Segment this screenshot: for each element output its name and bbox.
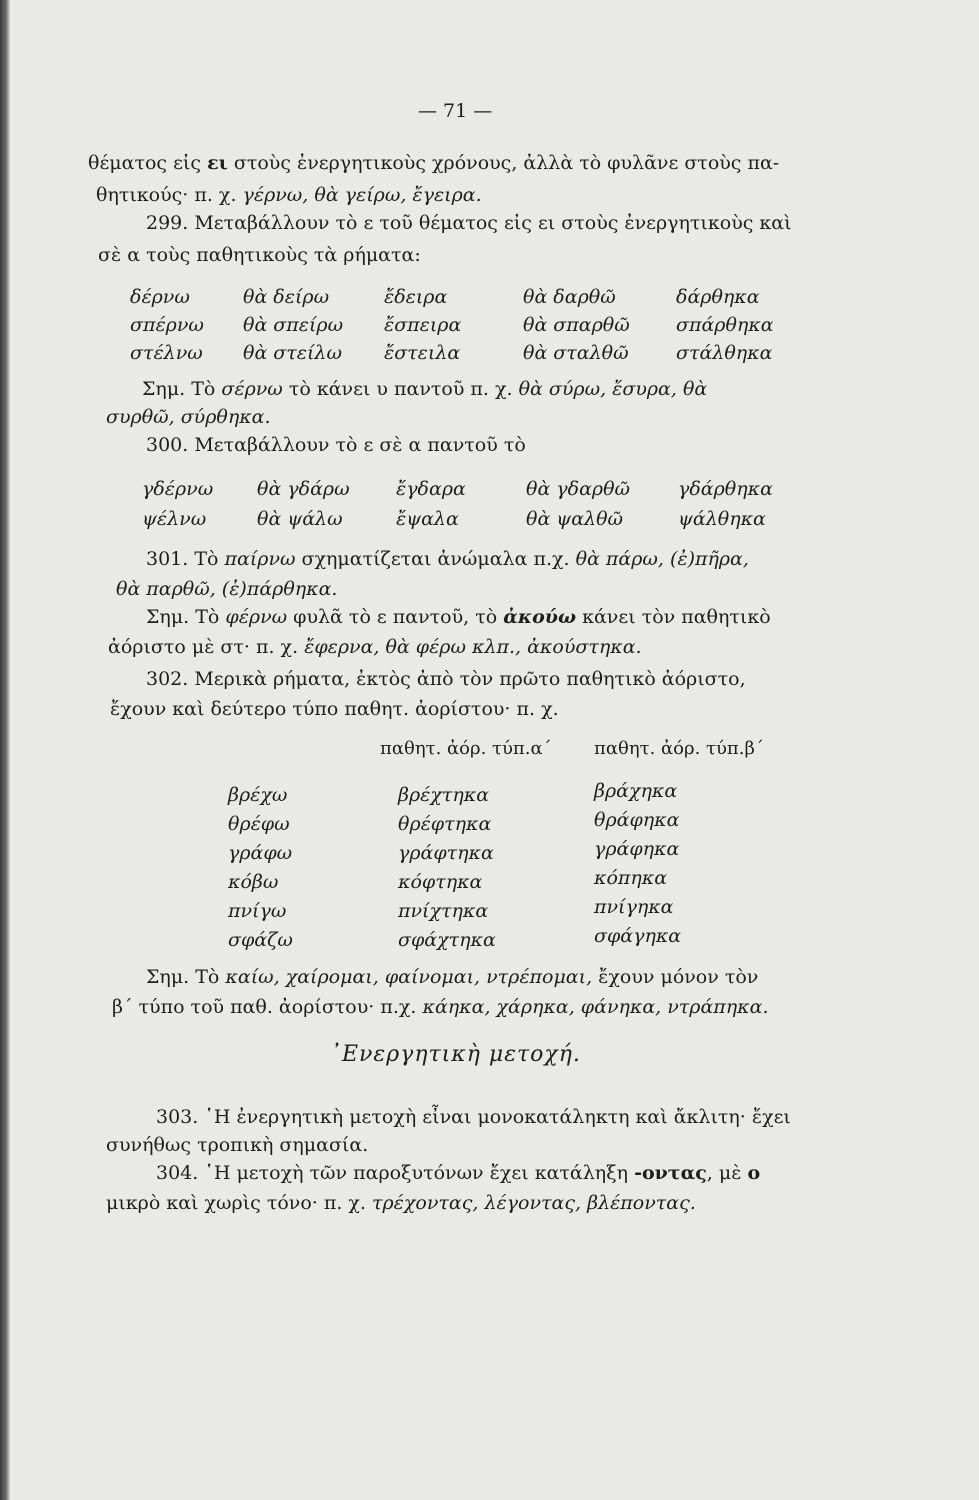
text-run: θὰ παρθῶ, (ἐ)πάρθηκα. bbox=[116, 578, 338, 600]
table-cell: ἔδειρα bbox=[384, 286, 448, 308]
table-cell: θὰ ψάλω bbox=[257, 508, 343, 530]
text-run: φυλᾶ τὸ ε παντοῦ, τὸ bbox=[287, 606, 504, 628]
paragraph-299-line-1: 299. Μεταβάλλουν τὸ ε τοῦ θέματος εἰς ει στοὺς ἐνεργητικοὺς καὶ bbox=[146, 212, 792, 234]
paragraph-304-line-2 bbox=[106, 1192, 696, 1214]
paragraph-301-line-1 bbox=[146, 548, 749, 570]
text-run: σέρνω bbox=[221, 378, 283, 400]
column-header: παθητ. ἀόρ. τύπ.β΄ bbox=[594, 738, 764, 759]
note-302-line-2 bbox=[112, 996, 769, 1018]
text-run: β΄ τύπο τοῦ παθ. ἀορίστου· π.χ. bbox=[112, 996, 423, 1018]
table-cell: θὰ δαρθῶ bbox=[523, 286, 616, 308]
table-cell: θὰ σπαρθῶ bbox=[523, 314, 630, 336]
table-cell: γδάρθηκα bbox=[678, 478, 773, 500]
text-run: κάνει τὸν παθητικὸ bbox=[576, 606, 771, 628]
text-run: τὸ κάνει υ παντοῦ π. χ. bbox=[282, 378, 519, 400]
paragraph-302-line-2: ἔχουν καὶ δεύτερο τύπο παθητ. ἀορίστου· π. χ. bbox=[110, 698, 559, 720]
text-run: συρθῶ, σύρθηκα. bbox=[106, 406, 271, 428]
note-302-line-1 bbox=[146, 966, 758, 988]
paragraph-299-line-2: σὲ α τοὺς παθητικοὺς τὰ ρήματα: bbox=[98, 244, 421, 266]
table-cell: γράφηκα bbox=[594, 838, 680, 860]
text-run: σχηματίζεται ἀνώμαλα π.χ. bbox=[295, 548, 576, 570]
table-cell: ἔσπειρα bbox=[384, 314, 462, 336]
table-cell: γράφω bbox=[228, 842, 293, 864]
paragraph-line bbox=[88, 152, 779, 174]
text-run: Σημ. Τὸ bbox=[146, 966, 226, 988]
table-cell: ἔστειλα bbox=[384, 342, 461, 364]
note-301-line-1 bbox=[146, 606, 771, 628]
text-run: γέρνω, θὰ γείρω, ἔγειρα. bbox=[242, 184, 482, 206]
table-cell: γδέρνω bbox=[142, 478, 214, 500]
page-number: — 71 — bbox=[418, 100, 493, 122]
table-cell: σπέρνω bbox=[130, 314, 204, 336]
text-run: ἔχουν μόνον τὸν bbox=[592, 966, 759, 988]
table-cell: θὰ γδαρθῶ bbox=[526, 478, 631, 500]
table-cell: βρέχτηκα bbox=[398, 784, 490, 806]
table-cell: ἔψαλα bbox=[396, 508, 459, 530]
table-cell: θὰ δείρω bbox=[243, 286, 330, 308]
text-run: ο bbox=[747, 1162, 761, 1184]
paragraph-302-line-1: 302. Μερικὰ ρήματα, ἐκτὸς ἀπὸ τὸν πρῶτο παθητικὸ ἀόριστο, bbox=[146, 668, 746, 690]
text-run: , μὲ bbox=[706, 1162, 748, 1184]
table-cell: θρέφτηκα bbox=[398, 813, 492, 835]
note-301-line-2 bbox=[108, 636, 642, 658]
section-heading: ᾿Ενεργητικὴ μετοχή. bbox=[330, 1042, 581, 1067]
paragraph-303-line-1: 303. ῾Η ἐνεργητικὴ μετοχὴ εἶναι μονοκατάληκτη καὶ ἄκλιτη· ἔχει bbox=[156, 1106, 791, 1128]
table-cell: θράφηκα bbox=[594, 809, 680, 831]
paragraph-line bbox=[96, 184, 482, 206]
table-cell: δέρνω bbox=[130, 286, 190, 308]
text-run: θὰ σύρω, ἔσυρα, θὰ bbox=[518, 378, 708, 400]
text-run: Σημ. Τὸ bbox=[142, 378, 222, 400]
table-cell: σπάρθηκα bbox=[676, 314, 774, 336]
table-cell: πνίχτηκα bbox=[398, 900, 489, 922]
table-cell: στάλθηκα bbox=[676, 342, 773, 364]
table-cell: θὰ γδάρω bbox=[257, 478, 350, 500]
text-run: φέρνω bbox=[225, 606, 288, 628]
text-run: ει bbox=[207, 152, 228, 174]
text-run: 301. Τὸ bbox=[146, 548, 225, 570]
note-299-line-1 bbox=[142, 378, 707, 400]
note-299-line-2 bbox=[106, 406, 271, 428]
table-cell: πνίγω bbox=[228, 900, 287, 922]
table-cell: κόβω bbox=[228, 871, 279, 893]
text-run: Σημ. Τὸ bbox=[146, 606, 226, 628]
table-cell: πνίγηκα bbox=[594, 896, 674, 918]
table-cell: βρέχω bbox=[228, 784, 288, 806]
table-cell: κόπηκα bbox=[594, 867, 668, 889]
table-cell: θρέφω bbox=[228, 813, 290, 835]
table-cell: ψάλθηκα bbox=[678, 508, 766, 530]
paragraph-303-line-2: συνήθως τροπικὴ σημασία. bbox=[106, 1134, 369, 1156]
paragraph-304-line-1 bbox=[156, 1162, 760, 1184]
column-header: παθητ. ἀόρ. τύπ.α΄ bbox=[380, 738, 552, 759]
table-cell: σφάγηκα bbox=[594, 925, 682, 947]
text-run: στοὺς ἐνεργητικοὺς χρόνους, ἀλλὰ τὸ φυλᾶνε στοὺς πα- bbox=[227, 152, 780, 174]
table-cell: θὰ στείλω bbox=[243, 342, 342, 364]
paragraph-300: 300. Μεταβάλλουν τὸ ε σὲ α παντοῦ τὸ bbox=[146, 434, 526, 456]
text-run: θέματος εἰς bbox=[88, 152, 208, 174]
text-run: 304. ῾Η μετοχὴ τῶν παροξυτόνων ἔχει κατάληξη bbox=[156, 1162, 635, 1184]
table-cell: κόφτηκα bbox=[398, 871, 483, 893]
text-run: καίω, χαίρομαι, φαίνομαι, ντρέπομαι, bbox=[225, 966, 593, 988]
text-run: μικρὸ καὶ χωρὶς τόνο· π. χ. bbox=[106, 1192, 372, 1214]
text-run: παίρνω bbox=[224, 548, 296, 570]
paragraph-301-line-2 bbox=[116, 578, 337, 600]
table-cell: θὰ σπείρω bbox=[243, 314, 344, 336]
text-run: θητικούς· π. χ. bbox=[96, 184, 243, 206]
table-cell: θὰ ψαλθῶ bbox=[526, 508, 624, 530]
table-cell: σφάζω bbox=[228, 929, 293, 951]
table-cell: δάρθηκα bbox=[676, 286, 760, 308]
text-run: ἀκούω bbox=[503, 606, 577, 628]
table-cell: βράχηκα bbox=[594, 780, 678, 802]
table-cell: στέλνω bbox=[130, 342, 203, 364]
text-run: -οντας bbox=[634, 1162, 707, 1184]
table-cell: σφάχτηκα bbox=[398, 929, 496, 951]
text-run: ἔφερνα, θὰ φέρω κλπ., ἀκούστηκα. bbox=[304, 636, 642, 658]
text-run: θὰ πάρω, (ἐ)πῆρα, bbox=[575, 548, 749, 570]
text-run: κάηκα, χάρηκα, φάνηκα, ντράπηκα. bbox=[422, 996, 769, 1018]
text-run: τρέχοντας, λέγοντας, βλέποντας. bbox=[372, 1192, 696, 1214]
table-cell: ψέλνω bbox=[142, 508, 207, 530]
table-cell: γράφτηκα bbox=[398, 842, 494, 864]
table-cell: θὰ σταλθῶ bbox=[523, 342, 629, 364]
text-run: ἀόριστο μὲ στ· π. χ. bbox=[108, 636, 305, 658]
table-cell: ἔγδαρα bbox=[396, 478, 466, 500]
